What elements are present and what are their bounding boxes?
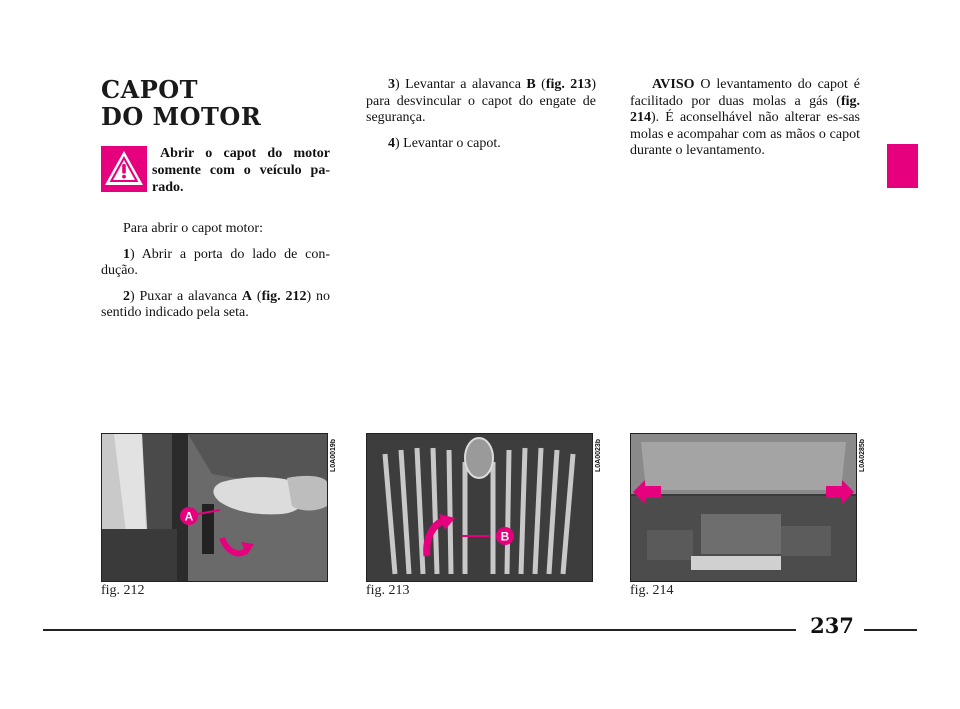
figure-code-212: L0A0019b: [330, 438, 337, 472]
warning-triangle-icon: [101, 146, 147, 192]
figure-caption-214: fig. 214: [630, 583, 674, 598]
warning-text: Abrir o capot do motor somente com o veículo pa-rado.: [152, 146, 330, 195]
figure-caption-212: fig. 212: [101, 583, 145, 598]
column-3: [630, 77, 860, 169]
step-4: 4) Levantar o capot.: [388, 135, 501, 151]
page-number: 237: [810, 613, 854, 638]
figure-214-image: [630, 433, 857, 582]
figure-code-214: L0A0285b: [859, 438, 866, 472]
intro-text: Para abrir o capot motor:: [123, 221, 263, 236]
section-tab: [887, 144, 918, 188]
title-line-1: CAPOT: [101, 75, 199, 104]
figure-caption-213: fig. 213: [366, 583, 410, 598]
footer-rule-left: [43, 629, 796, 631]
notice-label: AVISO: [652, 77, 695, 92]
step-1: 1) Abrir a porta do lado de con-dução.: [101, 246, 330, 278]
column-2: [366, 77, 596, 161]
figure-code-213: L0A0023b: [595, 438, 602, 472]
figure-213-image: [366, 433, 593, 582]
step-3: 3) Levantar a alavanca B (fig. 213) para desvincular o capot do engate de segurança.: [366, 77, 596, 125]
step-2: 2) Puxar a alavanca A (fig. 212) no sentido indicado pela seta.: [101, 288, 330, 320]
column-1: [101, 221, 330, 331]
figure-212-image: [101, 433, 328, 582]
footer-rule-right: [864, 629, 917, 631]
callout-b: B: [500, 529, 510, 544]
svg-text:A: A: [184, 509, 194, 524]
title-line-2: DO MOTOR: [101, 102, 262, 131]
notice-text: AVISO O levantamento do capot é facilitado por duas molas a gás (fig. 214). É aconselhável não alterar es-sas molas e acompahar com as mãos o capot durante o levantamento.: [630, 77, 860, 158]
page-title: [101, 76, 261, 130]
